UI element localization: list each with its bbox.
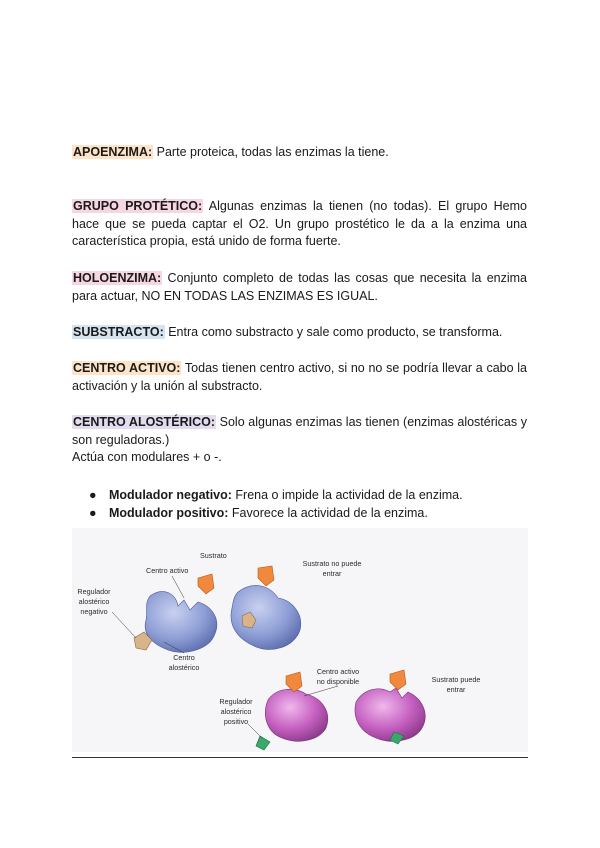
bottom-divider (72, 757, 528, 758)
positive-regulator-icon (256, 736, 270, 750)
substracto-term: SUBSTRACTO: (73, 325, 164, 339)
label-centro-alosterico-1: Centro (173, 653, 195, 662)
label-regulador-neg-1: Regulador (77, 587, 111, 596)
label-regulador-neg-3: negativo (80, 607, 108, 616)
list-item-text: Favorece la actividad de la enzima. (228, 506, 428, 520)
bullet-icon: ● (89, 488, 97, 502)
figure-svg (72, 528, 528, 752)
substrate-enter-icon (390, 670, 406, 690)
holoenzima-text: Conjunto completo de todas las cosas que necesita la enzima para actuar, NO EN TODAS LAS ENZIMAS ES IGUAL. (72, 271, 527, 303)
holoenzima-paragraph (72, 270, 527, 305)
label-regulador-pos-1: Regulador (219, 697, 253, 706)
apoenzima-term: APOENZIMA: (73, 145, 153, 159)
list-item (72, 504, 527, 522)
substracto-paragraph (72, 324, 527, 342)
substracto-text: Entra como substracto y sale como producto, se transforma. (164, 325, 503, 339)
centro-alosterico-term: CENTRO ALOSTÉRICO: (73, 415, 216, 429)
list-item (72, 486, 527, 504)
substrate-blocked-icon (258, 566, 274, 586)
label-sustrato-no-puede-2: entrar (322, 569, 342, 578)
label-centro-no-disponible-2: no disponible (316, 677, 360, 686)
pointer-line (248, 724, 262, 738)
pointer-line (112, 612, 136, 638)
centro-activo-term: CENTRO ACTIVO: (73, 361, 181, 375)
label-regulador-pos-3: positivo (223, 717, 249, 726)
label-regulador-pos-2: alostérico (220, 707, 252, 716)
centro-alosterico-line2: Actúa con modulares + o -. (72, 450, 222, 464)
modulator-list (72, 486, 527, 522)
grupo-prostetico-term: GRUPO PROTÉTICO: (73, 199, 203, 213)
pointer-line (304, 686, 338, 696)
bullet-icon: ● (89, 506, 97, 520)
centro-activo-paragraph (72, 360, 527, 395)
enzyme-pink-inactive (265, 689, 327, 741)
label-centro-no-disponible-1: Centro activo (316, 667, 360, 676)
label-sustrato-puede-1: Sustrato puede (431, 675, 481, 684)
substrate-icon (198, 574, 214, 594)
label-sustrato-no-puede-1: Sustrato no puede (302, 559, 362, 568)
label-sustrato-puede-2: entrar (446, 685, 466, 694)
label-regulador-neg-2: alostérico (78, 597, 110, 606)
enzyme-pink-active (355, 688, 425, 741)
apoenzima-text: Parte proteica, todas las enzimas la tiene. (153, 145, 389, 159)
enzyme-blue-inhibited (231, 585, 301, 649)
enzyme-blue-active (145, 591, 217, 652)
label-centro-alosterico-2: alostérico (168, 663, 200, 672)
grupo-prostetico-text: Algunas enzimas la tienen (no todas). El grupo Hemo hace que se pueda captar el O2. Un grupo prostético le da a la enzima una característica propia, está unido de forma fuerte. (72, 199, 527, 248)
centro-alosterico-paragraph (72, 414, 527, 467)
label-centro-activo: Centro activo (146, 566, 189, 575)
centro-activo-text: Todas tienen centro activo, si no no se podría llevar a cabo la activación y la unión al substracto. (72, 361, 527, 393)
list-item-term: Modulador negativo: (109, 488, 232, 502)
list-item-text: Frena o impide la actividad de la enzima. (231, 488, 463, 502)
label-sustrato: Sustrato (200, 551, 227, 560)
allosteric-regulation-figure (72, 528, 528, 752)
grupo-prostetico-paragraph (72, 198, 527, 251)
holoenzima-term: HOLOENZIMA: (73, 271, 162, 285)
pointer-line (172, 576, 184, 598)
centro-alosterico-text: Solo algunas enzimas las tienen (enzimas alostéricas y son reguladoras.) (72, 415, 527, 447)
list-item-term: Modulador positivo: (109, 506, 229, 520)
apoenzima-paragraph (72, 144, 527, 162)
